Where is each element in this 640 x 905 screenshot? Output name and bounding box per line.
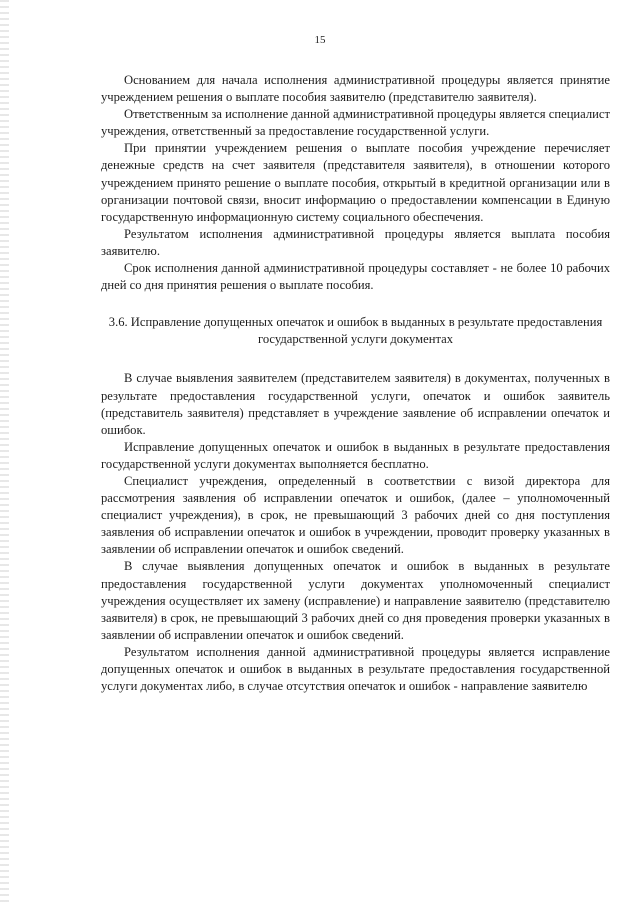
paragraph: Результатом исполнения данной административной процедуры является исправление допущенных опечаток и ошибок в выданных в результате предоставления государственной услуги документах либо, в случае отсутствия опечаток и ошибок - направление заявителю bbox=[101, 644, 610, 694]
document-body bbox=[101, 72, 610, 695]
paragraph: Исправление допущенных опечаток и ошибок в выданных в результате предоставления государственной услуги документах выполняется бесплатно. bbox=[101, 439, 610, 471]
paragraph: Ответственным за исполнение данной административной процедуры является специалист учреждения, ответственный за предоставление государственной услуги. bbox=[101, 107, 610, 139]
paragraph: При принятии учреждением решения о выплате пособия учреждение перечисляет денежные средств на счет заявителя (представителя заявителя), в отношении которого учреждением принято решение о выплате пособия, открытый в кредитной организации или в организации почтовой связи, вносит информацию о предоставлении компенсации в Единую государственную информационную систему социального обеспечения. bbox=[101, 141, 610, 224]
paragraph: Специалист учреждения, определенный в соответствии с визой директора для рассмотрения заявления об исправлении опечаток и ошибок, (далее – уполномоченный специалист учреждения), в срок, не превышающий 3 рабочих дней со дня поступления заявления об исправлении опечаток и ошибок в учреждении, проводит проверку указанных в заявлении об исправлении опечаток и ошибок сведений. bbox=[101, 473, 610, 557]
paragraph: Срок исполнения данной административной процедуры составляет - не более 10 рабочих дней со дня принятия решения о выплате пособия. bbox=[101, 261, 610, 293]
scan-edge bbox=[0, 0, 9, 905]
paragraph: Основанием для начала исполнения административной процедуры является принятие учреждением решения о выплате пособия заявителю (представителю заявителя). bbox=[101, 73, 610, 105]
page-number: 15 bbox=[314, 34, 326, 46]
section-heading: 3.6. Исправление допущенных опечаток и ошибок в выданных в результате предоставления государственной услуги документах bbox=[108, 315, 603, 347]
paragraph: В случае выявления заявителем (представителем заявителя) в документах, полученных в результате предоставления государственной услуги, опечаток и ошибок заявитель (представитель заявителя) представляет в учреждение заявление об исправлении опечаток и ошибок. bbox=[101, 371, 610, 437]
paragraph: В случае выявления допущенных опечаток и ошибок в выданных в результате предоставления государственной услуги документах уполномоченный специалист учреждения осуществляет их замену (исправление) и направление заявителю (представителю заявителя) в срок, не превышающий 3 рабочих дней со дня проведения проверки указанных в заявлении об исправлении опечаток и ошибок сведений. bbox=[101, 559, 610, 642]
paragraph: Результатом исполнения административной процедуры является выплата пособия заявителю. bbox=[101, 226, 610, 258]
